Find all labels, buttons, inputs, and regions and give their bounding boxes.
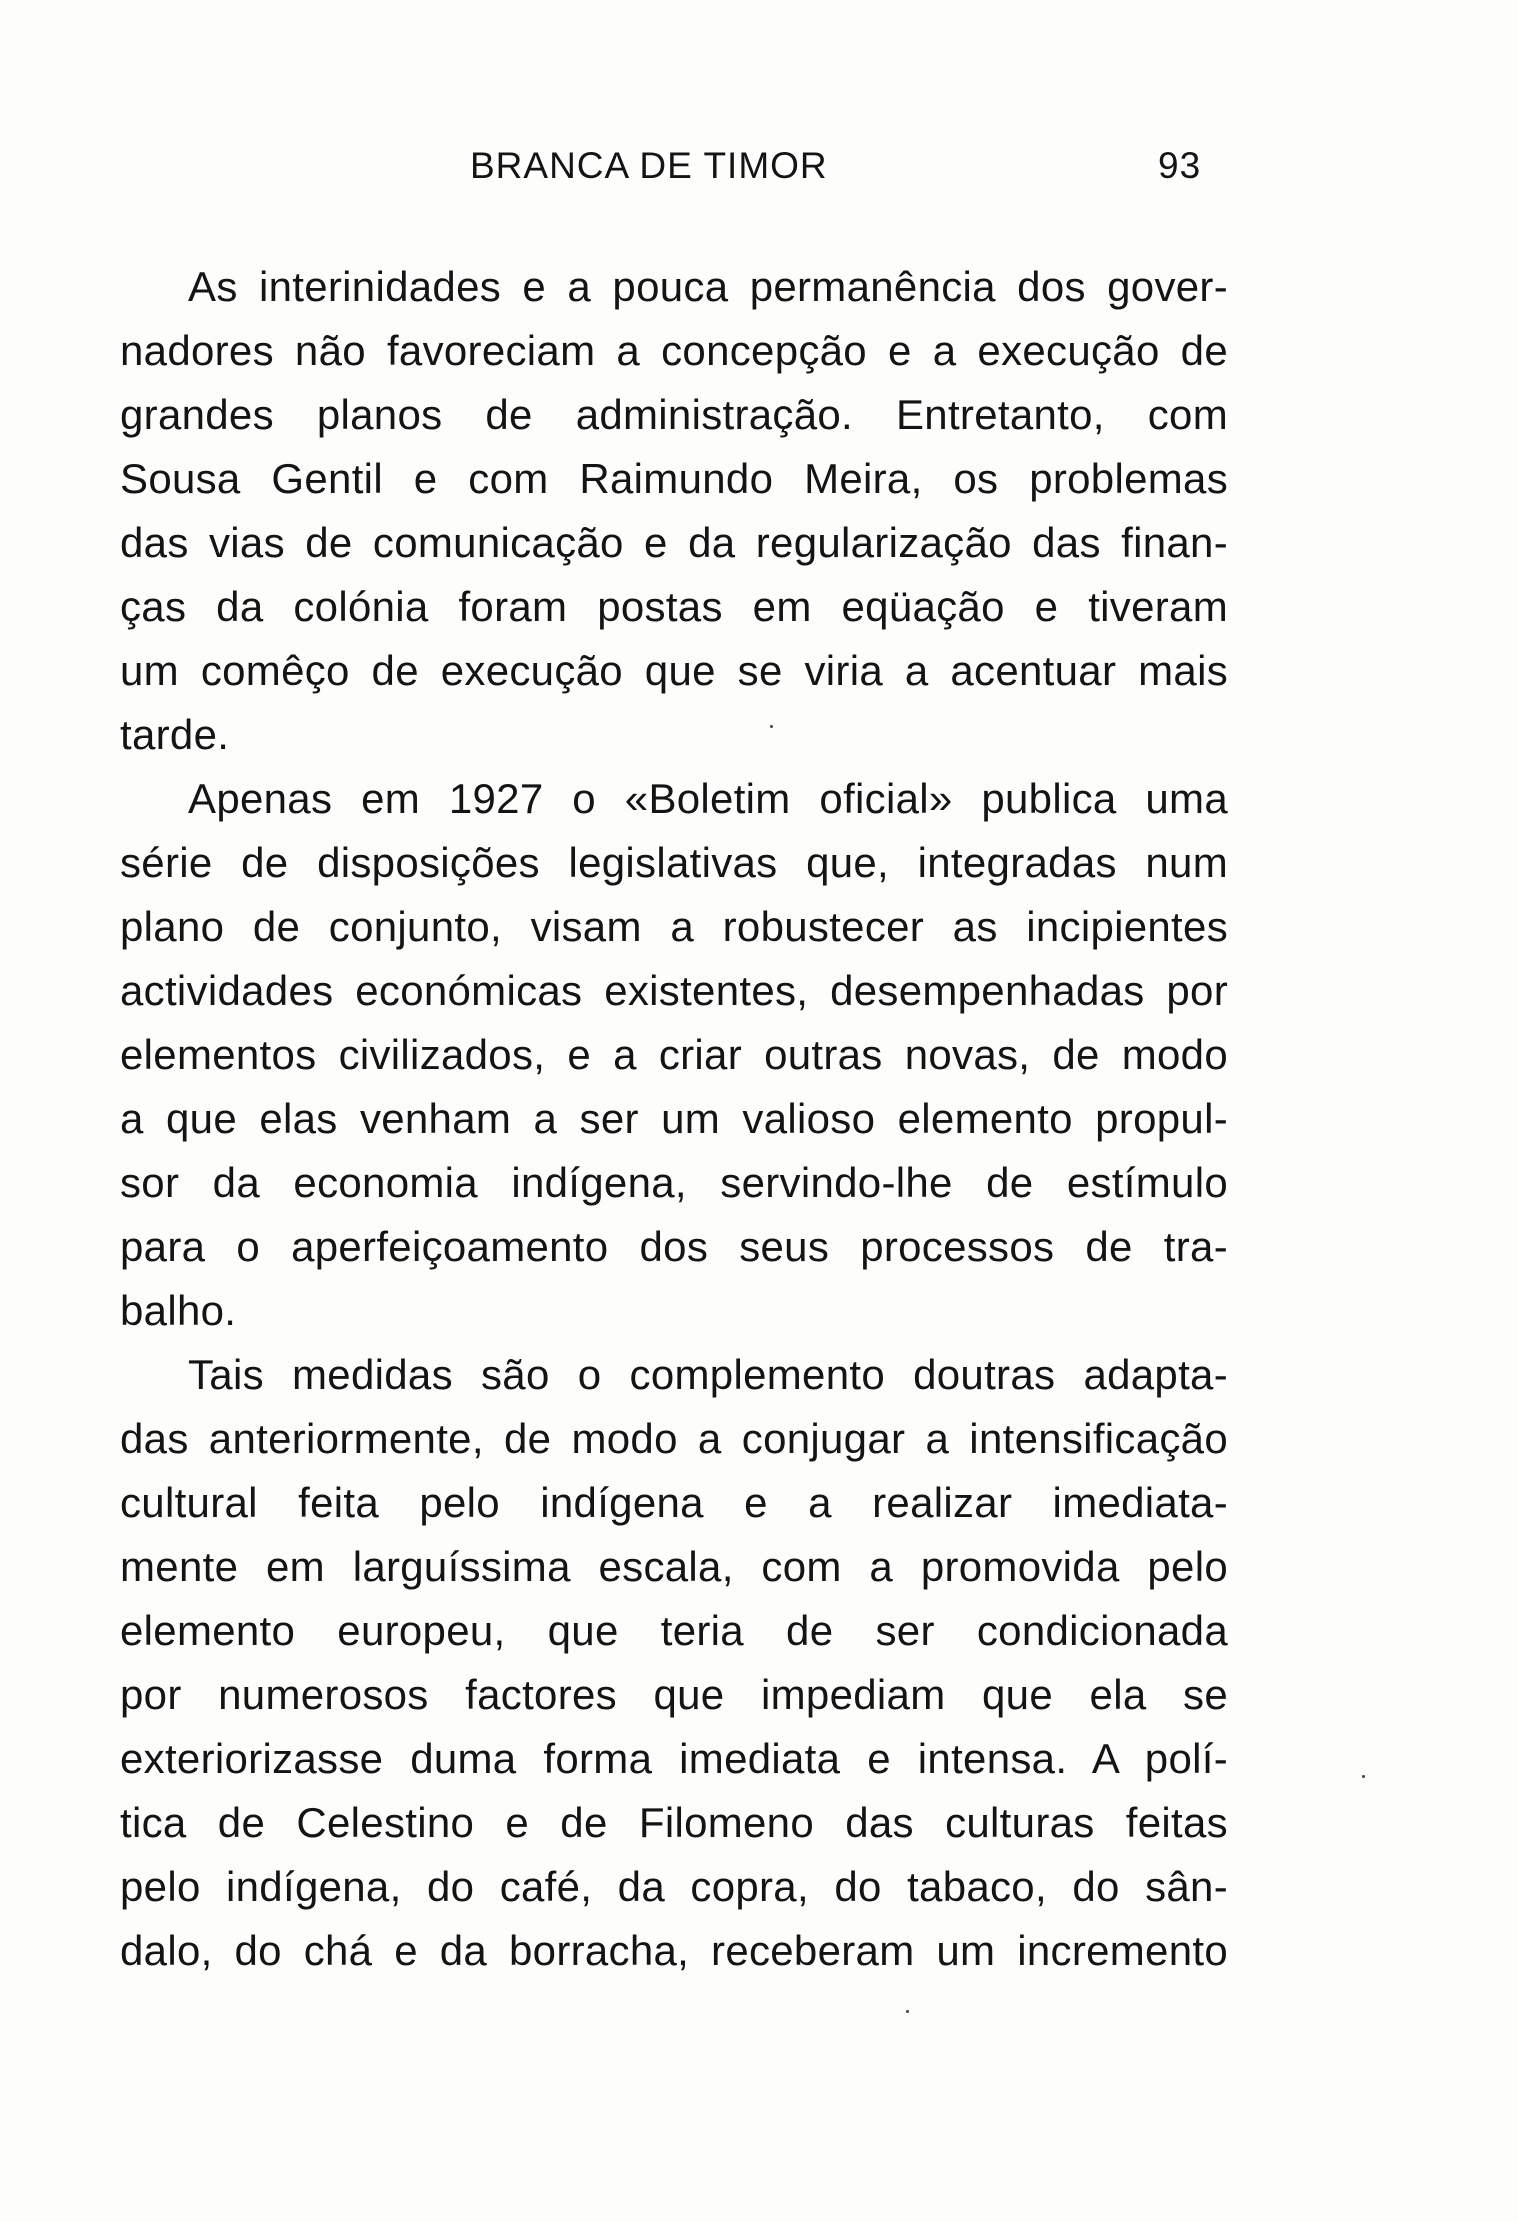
paragraph-2: [120, 767, 1228, 1343]
page-number: 93: [1158, 145, 1202, 186]
text-line: nadores não favoreciam a concepção e a execução de: [120, 327, 1228, 374]
text-line: das vias de comunicação e da regularização das finan-: [120, 519, 1228, 566]
text-line: sor da economia indígena, servindo-lhe de estímulo: [120, 1159, 1228, 1206]
body-text: [120, 255, 1228, 1983]
scan-speck: [770, 725, 773, 728]
text-line: grandes planos de administração. Entretanto, com: [120, 391, 1228, 438]
paragraph-3: [120, 1343, 1228, 1983]
text-line: elemento europeu, que teria de ser condicionada: [120, 1607, 1228, 1654]
text-line: Tais medidas são o complemento doutras adapta-: [188, 1351, 1228, 1398]
text-line: tica de Celestino e de Filomeno das culturas feitas: [120, 1799, 1228, 1846]
text-line: cultural feita pelo indígena e a realizar imediata-: [120, 1479, 1228, 1526]
text-line: um comêço de execução que se viria a acentuar mais: [120, 647, 1228, 694]
text-line: Sousa Gentil e com Raimundo Meira, os problemas: [120, 455, 1228, 502]
text-line: Apenas em 1927 o «Boletim oficial» publica uma: [188, 775, 1228, 822]
text-line: por numerosos factores que impediam que ela se: [120, 1671, 1228, 1718]
text-line: série de disposições legislativas que, integradas num: [120, 839, 1228, 886]
scan-speck: [906, 2010, 909, 2013]
text-line: mente em larguíssima escala, com a promovida pelo: [120, 1543, 1228, 1590]
text-line: plano de conjunto, visam a robustecer as incipientes: [120, 903, 1228, 950]
text-line: As interinidades e a pouca permanência dos gover-: [188, 263, 1228, 310]
running-head: [0, 145, 1518, 195]
text-line: exteriorizasse duma forma imediata e intensa. A polí-: [120, 1735, 1228, 1782]
text-line: elementos civilizados, e a criar outras novas, de modo: [120, 1031, 1228, 1078]
text-line: tarde.: [120, 711, 230, 758]
scan-speck: [1362, 1775, 1365, 1778]
text-line: dalo, do chá e da borracha, receberam um incremento: [120, 1927, 1228, 1974]
text-line: ças da colónia foram postas em eqüação e tiveram: [120, 583, 1228, 630]
text-line: balho.: [120, 1287, 237, 1334]
text-line: pelo indígena, do café, da copra, do tabaco, do sân-: [120, 1863, 1228, 1910]
running-title: BRANCA DE TIMOR: [470, 145, 828, 186]
text-line: das anteriormente, de modo a conjugar a intensificação: [120, 1415, 1228, 1462]
paragraph-1: [120, 255, 1228, 767]
text-line: a que elas venham a ser um valioso elemento propul-: [120, 1095, 1228, 1142]
text-line: actividades económicas existentes, desempenhadas por: [120, 967, 1228, 1014]
text-line: para o aperfeiçoamento dos seus processos de tra-: [120, 1223, 1228, 1270]
